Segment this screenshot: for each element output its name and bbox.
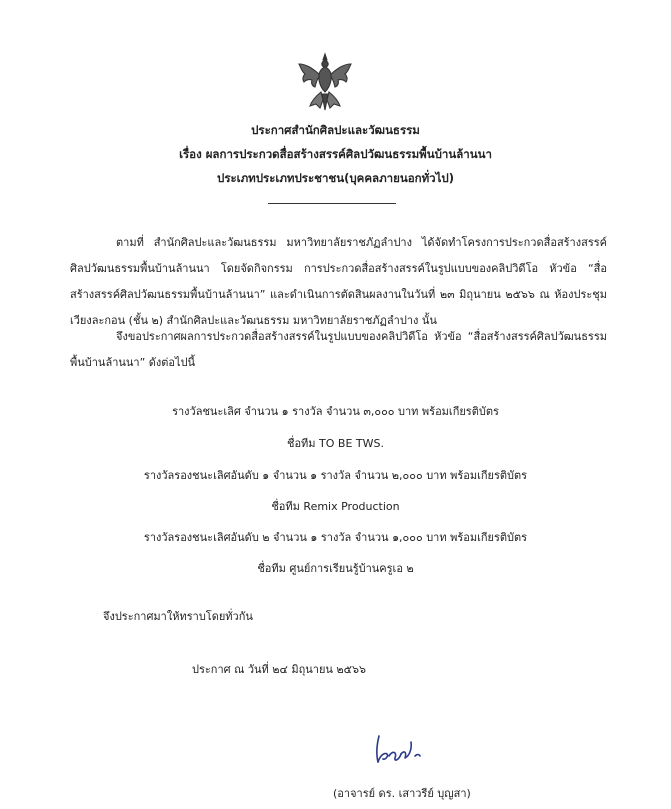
award-team-1: ชื่อทีม TO BE TWS. (286, 437, 384, 450)
signature-image (371, 732, 433, 768)
award-prize-3: รางวัลรองชนะเลิศอันดับ ๒ จำนวน ๑ รางวัล จำนวน ๑,๐๐๐ บาท พร้อมเกียรติบัตร (143, 531, 528, 544)
award-team-3: ชื่อทีม ศูนย์การเรียนรู้บ้านครูเอ ๒ (257, 562, 414, 575)
award-team-2: ชื่อทีม Remix Production (271, 500, 400, 513)
award-prize-2: รางวัลรองชนะเลิศอันดับ ๑ จำนวน ๑ รางวัล จำนวน ๒,๐๐๐ บาท พร้อมเกียรติบัตร (143, 469, 528, 482)
heading-divider (268, 203, 396, 204)
body-paragraph-1: ตามที่ สำนักศิลปะและวัฒนธรรม มหาวิทยาลัยราชภัฏลำปาง ได้จัดทำโครงการประกวดสื่อสร้างสรรค์ศิลปวัฒนธรรมพื้นบ้านล้านนา โดยจัดกิจกรรม การประกวดสื่อสร้างสรรค์ในรูปแบบของคลิปวิดีโอ หัวข้อ “สื่อสร้างสรรค์ศิลปวัฒนธรรมพื้นบ้านล้านนา” และดำเนินการตัดสินผลงานในวันที่ ๒๓ มิถุนายน ๒๕๖๖ ณ ห้องประชุมเวียงละกอน (ชั้น ๒) สำนักศิลปะและวัฒนธรรม มหาวิทยาลัยราชภัฏลำปาง นั้น (70, 236, 607, 327)
award-prize-1: รางวัลชนะเลิศ จำนวน ๑ รางวัล จำนวน ๓,๐๐๐ บาท พร้อมเกียรติบัตร (172, 405, 499, 418)
announcement-date: ประกาศ ณ วันที่ ๒๔ มิถุนายน ๒๕๖๖ (192, 663, 366, 676)
announcement-category: ประเภทประเภทประชาชน(บุคคลภายนอกทั่วไป) (217, 171, 454, 185)
announcement-subject: เรื่อง ผลการประกวดสื่อสร้างสรรค์ศิลปวัฒนธรรมพื้นบ้านล้านนา (179, 147, 492, 161)
body-paragraph-2: จึงขอประกาศผลการประกวดสื่อสร้างสรรค์ในรูปแบบของคลิปวิดีโอ หัวข้อ “สื่อสร้างสรรค์ศิลปวัฒนธรรมพื้นบ้านล้านนา” ดังต่อไปนี้ (70, 330, 607, 369)
announcement-heading: ประกาศสำนักศิลปะและวัฒนธรรม (251, 123, 420, 137)
closing-statement: จึงประกาศมาให้ทราบโดยทั่วกัน (103, 610, 253, 623)
garuda-emblem-icon (296, 52, 354, 112)
signer-name: (อาจารย์ ดร. เสาวรีย์ บุญสา) (333, 787, 471, 800)
